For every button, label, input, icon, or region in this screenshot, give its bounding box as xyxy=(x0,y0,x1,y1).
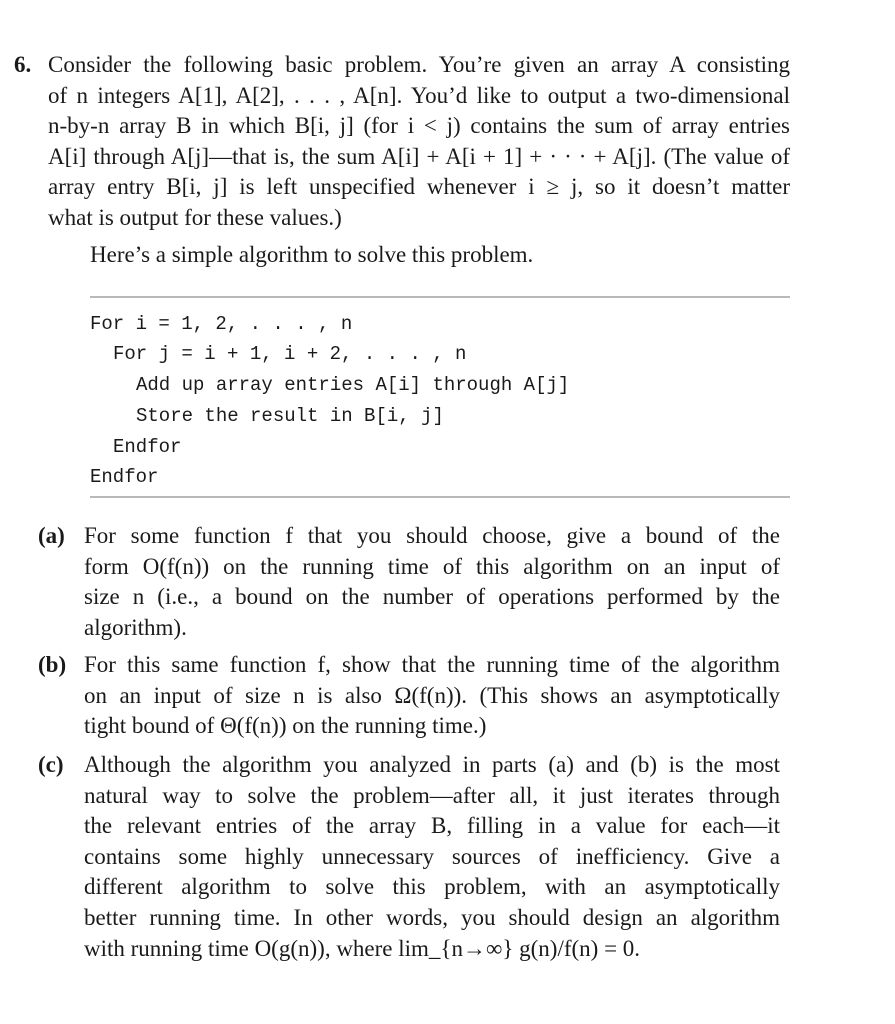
part-c-line-3: the relevant entries of the array B, filling in a value for each—it xyxy=(84,813,780,839)
part-c-line-6: better running time. In other words, you should design an algorithm xyxy=(84,904,780,930)
part-a-line-3: size n (i.e., a bound on the number of operations performed by the xyxy=(84,584,780,610)
code-line-store: Store the result in B[i, j] xyxy=(136,405,444,427)
part-c-label: (c) xyxy=(38,752,64,777)
part-b-label: (b) xyxy=(38,652,67,677)
part-a-label: (a) xyxy=(38,523,65,548)
part-a-line-1: For some function f that you should choose, give a bound of the xyxy=(84,523,780,548)
part-c-text xyxy=(84,750,780,964)
code-top-rule xyxy=(90,296,790,298)
code-line-outer-endfor: Endfor xyxy=(90,466,159,488)
code-line-inner-endfor: Endfor xyxy=(113,436,182,458)
problem-statement xyxy=(48,50,790,234)
part-b-text xyxy=(84,650,780,742)
part-a-text xyxy=(84,521,780,643)
problem-line-3: n-by-n array B in which B[i, j] (for i < j) contains the sum of array entries xyxy=(48,113,790,139)
problem-line-1: Consider the following basic problem. You’re given an array A consisting xyxy=(48,52,790,77)
code-line-outer-for: For i = 1, 2, . . . , n xyxy=(90,313,353,335)
part-c-line-2: natural way to solve the problem—after all, it just iterates through xyxy=(84,782,780,808)
code-line-inner-for: For j = i + 1, i + 2, . . . , n xyxy=(113,343,467,365)
part-b-line-3: tight bound of Θ(f(n)) on the running time.) xyxy=(84,713,487,739)
part-b-line-1: For this same function f, show that the running time of the algorithm xyxy=(84,652,780,677)
part-c-line-4: contains some highly unnecessary sources of inefficiency. Give a xyxy=(84,843,780,869)
problem-line-4: A[i] through A[j]—that is, the sum A[i] + A[i + 1] + · · · + A[j]. (The value of xyxy=(48,143,790,169)
part-c-line-1: Although the algorithm you analyzed in parts (a) and (b) is the most xyxy=(84,752,780,777)
problem-line-2: of n integers A[1], A[2], . . . , A[n]. You’d like to output a two-dimensional xyxy=(48,82,790,108)
code-line-add: Add up array entries A[i] through A[j] xyxy=(136,374,570,396)
problem-line-6: what is output for these values.) xyxy=(48,204,342,230)
part-c-line-7: with running time O(g(n)), where lim_{n→∞} g(n)/f(n) = 0. xyxy=(84,935,641,961)
part-a-line-4: algorithm). xyxy=(84,614,187,640)
code-bottom-rule xyxy=(90,496,790,498)
algorithm-intro: Here’s a simple algorithm to solve this problem. xyxy=(90,242,534,267)
part-b-line-2: on an input of size n is also Ω(f(n)). (This shows an asymptotically xyxy=(84,682,780,708)
part-c-line-5: different algorithm to solve this problem, with an asymptotically xyxy=(84,874,780,900)
problem-number: 6. xyxy=(14,52,32,77)
part-a-line-2: form O(f(n)) on the running time of this algorithm on an input of xyxy=(84,553,780,579)
problem-line-5: array entry B[i, j] is left unspecified whenever i ≥ j, so it doesn’t matter xyxy=(48,174,790,200)
